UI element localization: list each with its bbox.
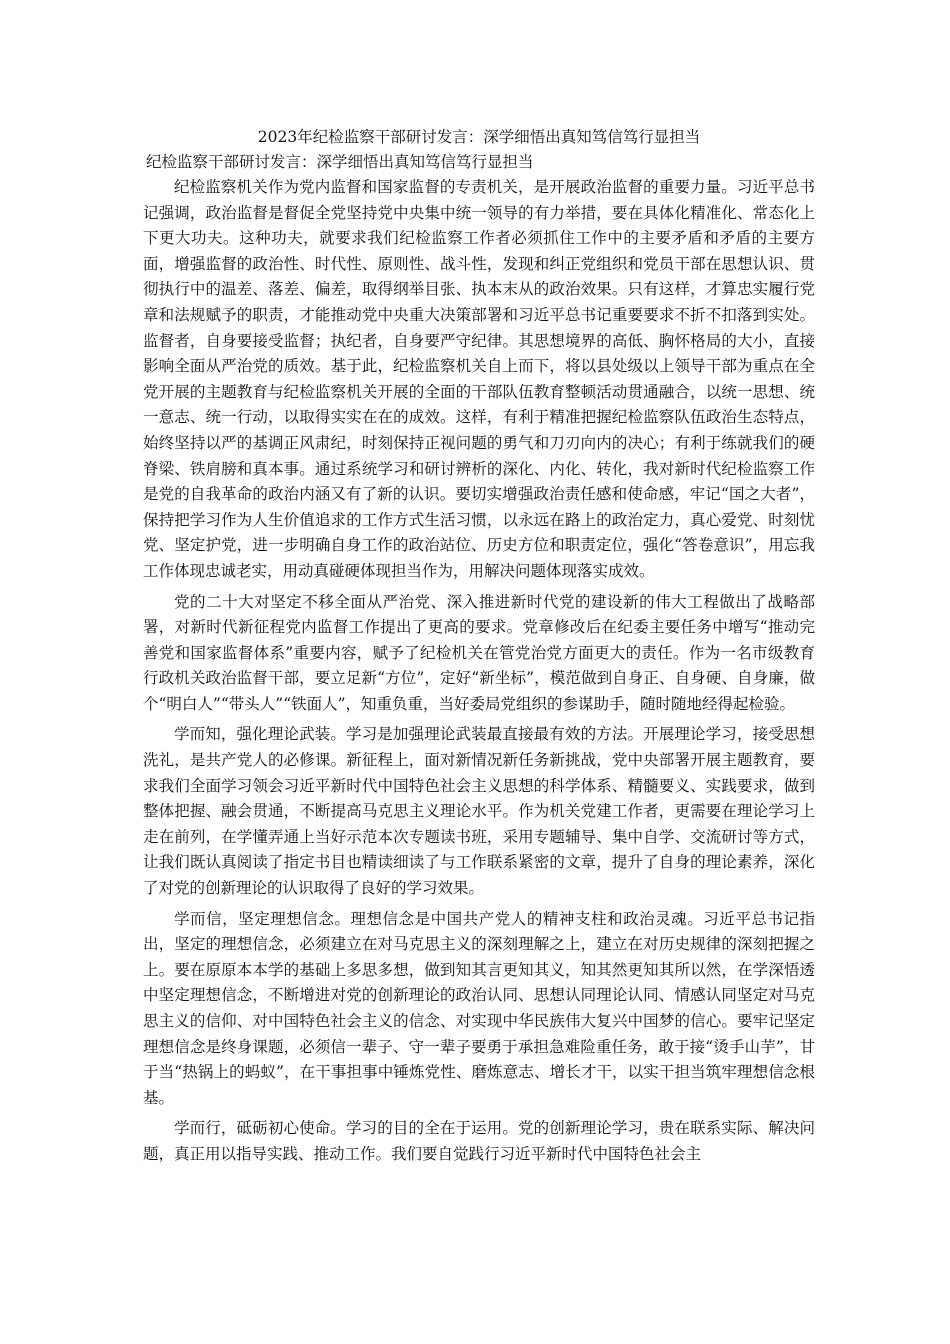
document-title: 2023年纪检监察干部研讨发言：深学细悟出真知笃信笃行显担当 bbox=[257, 128, 701, 146]
paragraph-5: 学而行，砥砺初心使命。学习的目的全在于运用。党的创新理论学习，贵在联系实际、解决问题，真正用以指导实践、推动工作。我们要自觉践行习近平新时代中国特色社会主 bbox=[143, 1119, 815, 1163]
paragraph-3: 学而知，强化理论武装。学习是加强理论武装最直接最有效的方法。开展理论学习，接受思想洗礼，是共产党人的必修课。新征程上，面对新情况新任务新挑战，党中央部署开展主题教育，要求我们全面学习领会习近平新时代中国特色社会主义思想的科学体系、精髓要义、实践要求，做到整体把握、融会贯通，不断提高马克思主义理论水平。作为机关党建工作者，更需要在理论学习上走在前列，在学懂弄通上当好示范本次专题读书班，采用专题辅导、集中自学、交流研讨等方式，让我们既认真阅读了指定书目也精读细读了与工作联系紧密的文章，提升了自身的理论素养，深化了对党的创新理论的认识取得了良好的学习效果。 bbox=[143, 725, 815, 898]
paragraph-4: 学而信，坚定理想信念。理想信念是中国共产党人的精神支柱和政治灵魂。习近平总书记指出，坚定的理想信念，必须建立在对马克思主义的深刻理解之上，建立在对历史规律的深刻把握之上。要在原原本本学的基础上多思多想，做到知其言更知其义，知其然更知其所以然，在学深悟透中坚定理想信念，不断增进对党的创新理论的政治认同、思想认同理论认同、情感认同坚定对马克思主义的信仰、对中国特色社会主义的信念、对实现中华民族伟大复兴中国梦的信心。要牢记坚定理想信念是终身课题，必须信一辈子、守一辈子要勇于承担急难险重任务，敢于接“烫手山芋”，甘于当“热锅上的蚂蚁”，在干事担事中锤炼党性、磨炼意志、增长才干，以实干担当筑牢理想信念根基。 bbox=[143, 909, 815, 1107]
document-subtitle: 纪检监察干部研讨发言：深学细悟出真知笃信笃行显担当 bbox=[146, 153, 534, 171]
document-page bbox=[143, 125, 815, 1168]
paragraph-1: 纪检监察机关作为党内监督和国家监督的专责机关，是开展政治监督的重要力量。习近平总书记强调，政治监督是督促全党坚持党中央集中统一领导的有力举措，要在具体化精准化、常态化上下更大功夫。这种功夫，就要求我们纪检监察工作者必须抓住工作中的主要矛盾和矛盾的主要方面，增强监督的政治性、时代性、原则性、战斗性，发现和纠正党组织和党员干部在思想认识、贯彻执行中的温差、落差、偏差，取得纲举目张、执本末从的政治效果。只有这样，才算忠实履行党章和法规赋予的职责，才能推动党中央重大决策部署和习近平总书记重要要求不折不扣落到实处。监督者，自身要接受监督；执纪者，自身要严守纪律。其思想境界的高低、胸怀格局的大小，直接影响全面从严治党的质效。基于此，纪检监察机关自上而下，将以县处级以上领导干部为重点在全党开展的主题教育与纪检监察机关开展的全面的干部队伍教育整顿活动贯通融合，以统一思想、统一意志、统一行动，以取得实实在在的成效。这样，有利于精准把握纪检监察队伍政治生态特点，始终坚持以严的基调正风肃纪，时刻保持正视问题的勇气和刀刃向内的决心；有利于练就我们的硬脊梁、铁肩膀和真本事。通过系统学习和研讨辨析的深化、内化、转化，我对新时代纪检监察工作是党的自我革命的政治内涵又有了新的认识。要切实增强政治责任感和使命感，牢记“国之大者”，保持把学习作为人生价值追求的工作方式生活习惯，以永远在路上的政治定力，真心爱党、时刻忧党、坚定护党，进一步明确自身工作的政治站位、历史方位和职责定位，强化“答卷意识”，用忘我工作体现忠诚老实，用动真碰硬体现担当作为，用解决问题体现落实成效。 bbox=[143, 178, 815, 580]
paragraph-2: 党的二十大对坚定不移全面从严治党、深入推进新时代党的建设新的伟大工程做出了战略部署，对新时代新征程党内监督工作提出了更高的要求。党章修改后在纪委主要任务中增写“推动完善党和国家监督体系”重要内容，赋予了纪检机关在管党治党方面更大的责任。作为一名市级教育行政机关政治监督干部，要立足新“方位”，定好“新坐标”，模范做到自身正、自身硬、自身廉，做个“明白人”“带头人”“铁面人”，知重负重，当好委局党组织的参谋助手，随时随地经得起检验。 bbox=[143, 592, 815, 713]
